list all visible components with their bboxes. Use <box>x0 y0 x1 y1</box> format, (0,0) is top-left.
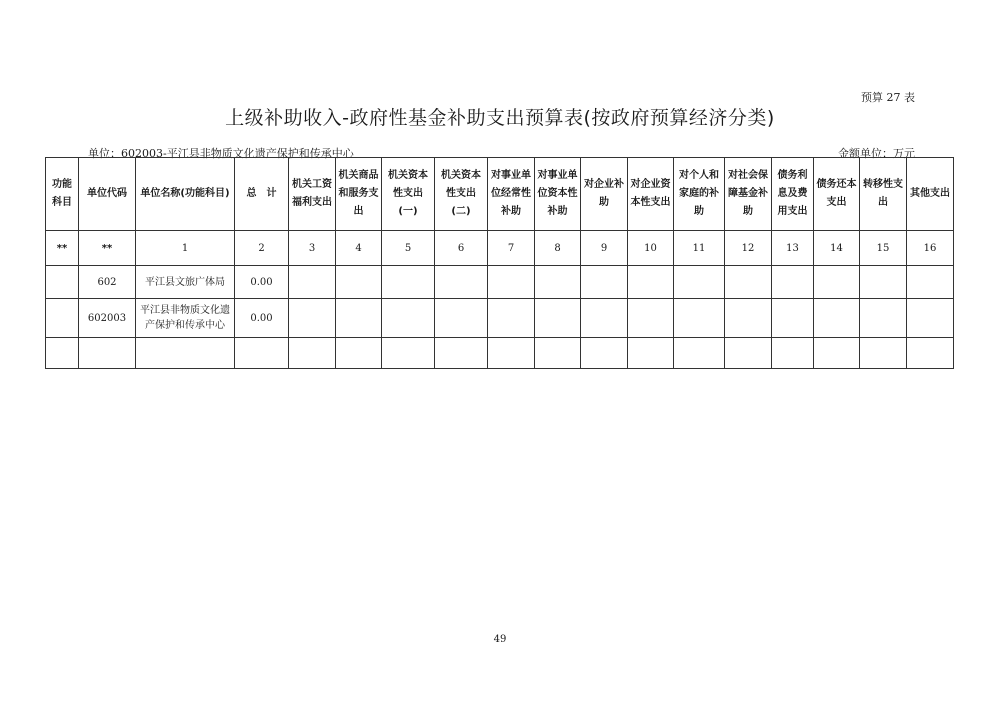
index-row <box>46 231 954 266</box>
table-row <box>46 299 954 338</box>
column-header: 对企业资 本性支出 <box>628 158 674 231</box>
total-cell: 0.00 <box>235 266 289 299</box>
column-index: 8 <box>535 231 581 266</box>
page-title: 上级补助收入-政府性基金补助支出预算表(按政府预算经济分类) <box>225 107 775 129</box>
column-index: 16 <box>907 231 954 266</box>
column-header: 功能 科目 <box>46 158 79 231</box>
column-header: 对事业单 位资本性 补助 <box>535 158 581 231</box>
column-index: 6 <box>435 231 488 266</box>
column-header: 单位名称(功能科目) <box>136 158 235 231</box>
column-index: ** <box>46 231 79 266</box>
table-row <box>46 266 954 299</box>
unit-name-text: 平江县文旅广体局 <box>145 276 225 288</box>
unit-label: 单位：602003-平江县非物质文化遗产保护和传承中心 <box>88 147 354 160</box>
column-index: 4 <box>336 231 382 266</box>
column-header: 机关资本 性支出 (二) <box>435 158 488 231</box>
function-code-cell <box>46 266 79 299</box>
unit-name-text: 平江县非物质文化遗 产保护和传承中心 <box>140 305 230 331</box>
column-header: 机关资本 性支出 (一) <box>382 158 435 231</box>
column-header: 对社会保 障基金补 助 <box>725 158 772 231</box>
column-index: ** <box>79 231 136 266</box>
header-row <box>46 158 954 231</box>
column-index: 11 <box>674 231 725 266</box>
amount-unit-label: 金额单位：万元 <box>838 147 915 160</box>
unit-code-cell: 602 <box>79 266 136 299</box>
page-number: 49 <box>493 634 507 645</box>
column-index: 2 <box>235 231 289 266</box>
column-index: 10 <box>628 231 674 266</box>
column-header: 其他支出 <box>907 158 954 231</box>
unit-name-cell <box>136 266 235 299</box>
column-index: 14 <box>814 231 860 266</box>
column-index: 1 <box>136 231 235 266</box>
column-header: 对事业单 位经常性 补助 <box>488 158 535 231</box>
column-header: 机关工资 福利支出 <box>289 158 336 231</box>
column-index: 3 <box>289 231 336 266</box>
column-header: 对企业补 助 <box>581 158 628 231</box>
column-index: 12 <box>725 231 772 266</box>
column-header: 债务还本 支出 <box>814 158 860 231</box>
column-index: 5 <box>382 231 435 266</box>
empty-row <box>46 338 954 369</box>
unit-name-cell <box>136 299 235 338</box>
function-code-cell <box>46 299 79 338</box>
column-header: 转移性支 出 <box>860 158 907 231</box>
column-index: 7 <box>488 231 535 266</box>
column-header: 单位代码 <box>79 158 136 231</box>
column-header: 债务利 息及费 用支出 <box>772 158 814 231</box>
budget-table <box>45 157 954 369</box>
total-cell: 0.00 <box>235 299 289 338</box>
unit-code-cell: 602003 <box>79 299 136 338</box>
column-index: 15 <box>860 231 907 266</box>
column-header: 机关商品 和服务支 出 <box>336 158 382 231</box>
column-header: 总 计 <box>235 158 289 231</box>
column-header: 对个人和 家庭的补 助 <box>674 158 725 231</box>
table-number: 预算 27 表 <box>861 91 915 104</box>
column-index: 9 <box>581 231 628 266</box>
column-index: 13 <box>772 231 814 266</box>
